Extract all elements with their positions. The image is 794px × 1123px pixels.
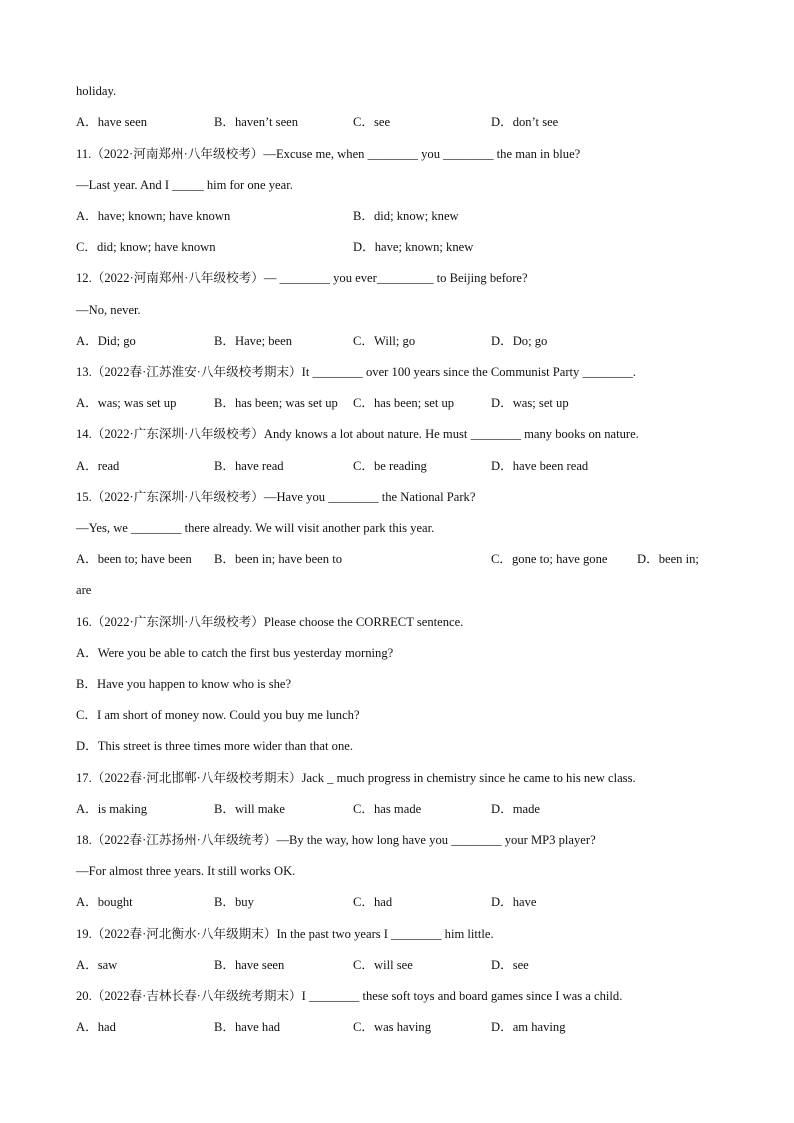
option-b: B．will make [214, 802, 286, 816]
option-b: B．have had [214, 1020, 281, 1034]
option-c: C．Will; go [353, 334, 416, 348]
option-b: B．Have; been [214, 334, 292, 348]
question-12: 12.（2022·河南郑州·八年级校考）— ________ you ever_________ to Beijing before? [76, 271, 528, 285]
option-b: B．haven’t seen [214, 115, 299, 129]
option-c: C．was having [353, 1020, 432, 1034]
option-d: D．am having [491, 1020, 566, 1034]
option-d: D．been in; [637, 552, 699, 566]
option-b: B．Have you happen to know who is she? [76, 677, 292, 691]
option-a: A．have seen [76, 115, 147, 129]
option-c: C．I am short of money now. Could you buy me lunch? [76, 708, 360, 722]
option-c: C．will see [353, 958, 413, 972]
option-a: A．saw [76, 958, 118, 972]
option-c: C．see [353, 115, 391, 129]
option-b: B．have read [214, 459, 284, 473]
question-20: 20.（2022春·吉林长春·八年级统考期末）I ________ these soft toys and board games since I was a child. [76, 989, 623, 1003]
dialogue-line: —No, never. [76, 303, 141, 317]
option-d: D．was; set up [491, 396, 569, 410]
option-c: C．gone to; have gone [491, 552, 608, 566]
option-a: A．Were you be able to catch the first bus yesterday morning? [76, 646, 394, 660]
option-b: B．have seen [214, 958, 285, 972]
option-a: A．read [76, 459, 120, 473]
option-d: D．made [491, 802, 540, 816]
option-b: B．did; know; knew [353, 209, 459, 223]
question-14: 14.（2022·广东深圳·八年级校考）Andy knows a lot about nature. He must ________ many books on nature. [76, 427, 639, 441]
option-a: A．Did; go [76, 334, 136, 348]
option-a: A．been to; have been [76, 552, 192, 566]
option-b: B．has been; was set up [214, 396, 338, 410]
option-d: D．have been read [491, 459, 589, 473]
option-d: D．Do; go [491, 334, 548, 348]
question-17: 17.（2022春·河北邯郸·八年级校考期末）Jack _ much progress in chemistry since he came to his new class. [76, 771, 636, 785]
option-a: A．was; was set up [76, 396, 177, 410]
option-a: A．is making [76, 802, 148, 816]
question-15: 15.（2022·广东深圳·八年级校考）—Have you ________ the National Park? [76, 490, 476, 504]
question-19: 19.（2022春·河北衡水·八年级期末）In the past two years I ________ him little. [76, 927, 494, 941]
option-a: A．had [76, 1020, 116, 1034]
text-line: holiday. [76, 84, 117, 98]
option-a: A．bought [76, 895, 133, 909]
option-d: D．don’t see [491, 115, 559, 129]
option-c: C．has made [353, 802, 422, 816]
dialogue-line: —Yes, we ________ there already. We will visit another park this year. [76, 521, 435, 535]
option-b: B．buy [214, 895, 254, 909]
dialogue-line: —For almost three years. It still works OK. [76, 864, 296, 878]
option-d: D．have; known; knew [353, 240, 474, 254]
dialogue-line: —Last year. And I _____ him for one year. [76, 178, 293, 192]
question-18: 18.（2022春·江苏扬州·八年级统考）—By the way, how long have you ________ your MP3 player? [76, 833, 596, 847]
option-a: A．have; known; have known [76, 209, 231, 223]
option-c: C．had [353, 895, 393, 909]
option-c: C．did; know; have known [76, 240, 216, 254]
question-13: 13.（2022春·江苏淮安·八年级校考期末）It ________ over 100 years since the Communist Party ________. [76, 365, 637, 379]
option-d: D．This street is three times more wider than that one. [76, 739, 353, 753]
question-16: 16.（2022·广东深圳·八年级校考）Please choose the CORRECT sentence. [76, 615, 464, 629]
option-d: D．see [491, 958, 529, 972]
option-b: B．been in; have been to [214, 552, 342, 566]
option-d: D．have [491, 895, 537, 909]
option-c: C．be reading [353, 459, 427, 473]
text-line: are [76, 583, 92, 597]
question-11: 11.（2022·河南郑州·八年级校考）—Excuse me, when ________ you ________ the man in blue? [76, 147, 581, 161]
option-c: C．has been; set up [353, 396, 455, 410]
